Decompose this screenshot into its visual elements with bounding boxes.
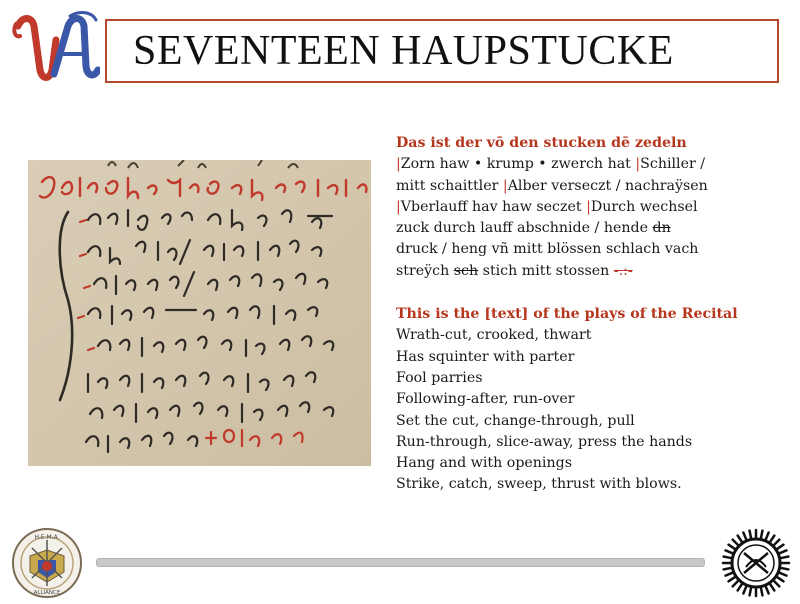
rubric-mark: | [396,156,401,173]
rubric-mark: | [586,198,591,215]
rubric-mark: | [635,156,641,173]
svg-text:ALLIANCE: ALLIANCE [33,590,61,596]
german-line [396,239,791,260]
text-segment: stich mitt stossen [478,262,614,279]
rubric-mark: | [396,198,401,215]
text-segment: dn [652,220,671,237]
wa-monogram-logo [10,10,100,88]
text-column [396,133,791,496]
text-segment: streÿch [396,262,454,279]
english-line: Following-after, run-over [396,391,575,408]
german-line [396,218,791,239]
english-heading: This is the [text] of the plays of the Recital [396,306,738,323]
rubric-mark: | [502,177,508,194]
english-text [396,325,791,495]
title-box [105,19,779,83]
english-line: Hang and with openings [396,455,572,472]
hema-alliance-logo [10,526,84,600]
text-segment: zuck durch lauff abschnide / hende [396,220,653,237]
manuscript-image [28,160,371,466]
english-line: Wrath-cut, crooked, thwart [396,327,592,344]
english-line: Fool parries [396,369,483,386]
text-segment: -.:- [613,262,633,279]
page-title: SEVENTEEN HAUPSTUCKE [133,28,674,74]
text-segment: druck / heng vñ mitt blössen schlach vach [396,241,699,258]
text-segment: Schiller / [640,156,706,173]
footer-bar [96,558,705,567]
text-segment: Zorn haw • krump • zwerch hat [400,156,636,173]
german-heading: Das ist der vō den stucken dē zedeln [396,135,687,151]
german-line [396,154,791,175]
german-line [396,197,791,218]
german-line [396,176,791,197]
german-text [396,154,791,282]
text-segment: mitt schaittler [396,177,503,194]
english-line: Run-through, slice-away, press the hands [396,433,693,450]
english-line: Set the cut, change-through, pull [396,412,635,429]
svg-text:H.E.M.A.: H.E.M.A. [34,534,60,541]
text-segment: Durch wechsel [590,198,698,215]
german-line [396,261,791,282]
english-line: Strike, catch, sweep, thrust with blows. [396,476,682,493]
english-line: Has squinter with parter [396,348,575,365]
text-segment: sch [453,262,479,279]
text-segment: Alber verseczt / nachraÿsen [507,177,708,194]
compass-sun-logo [720,527,792,599]
text-segment: Vberlauff hav haw seczet [400,198,587,215]
